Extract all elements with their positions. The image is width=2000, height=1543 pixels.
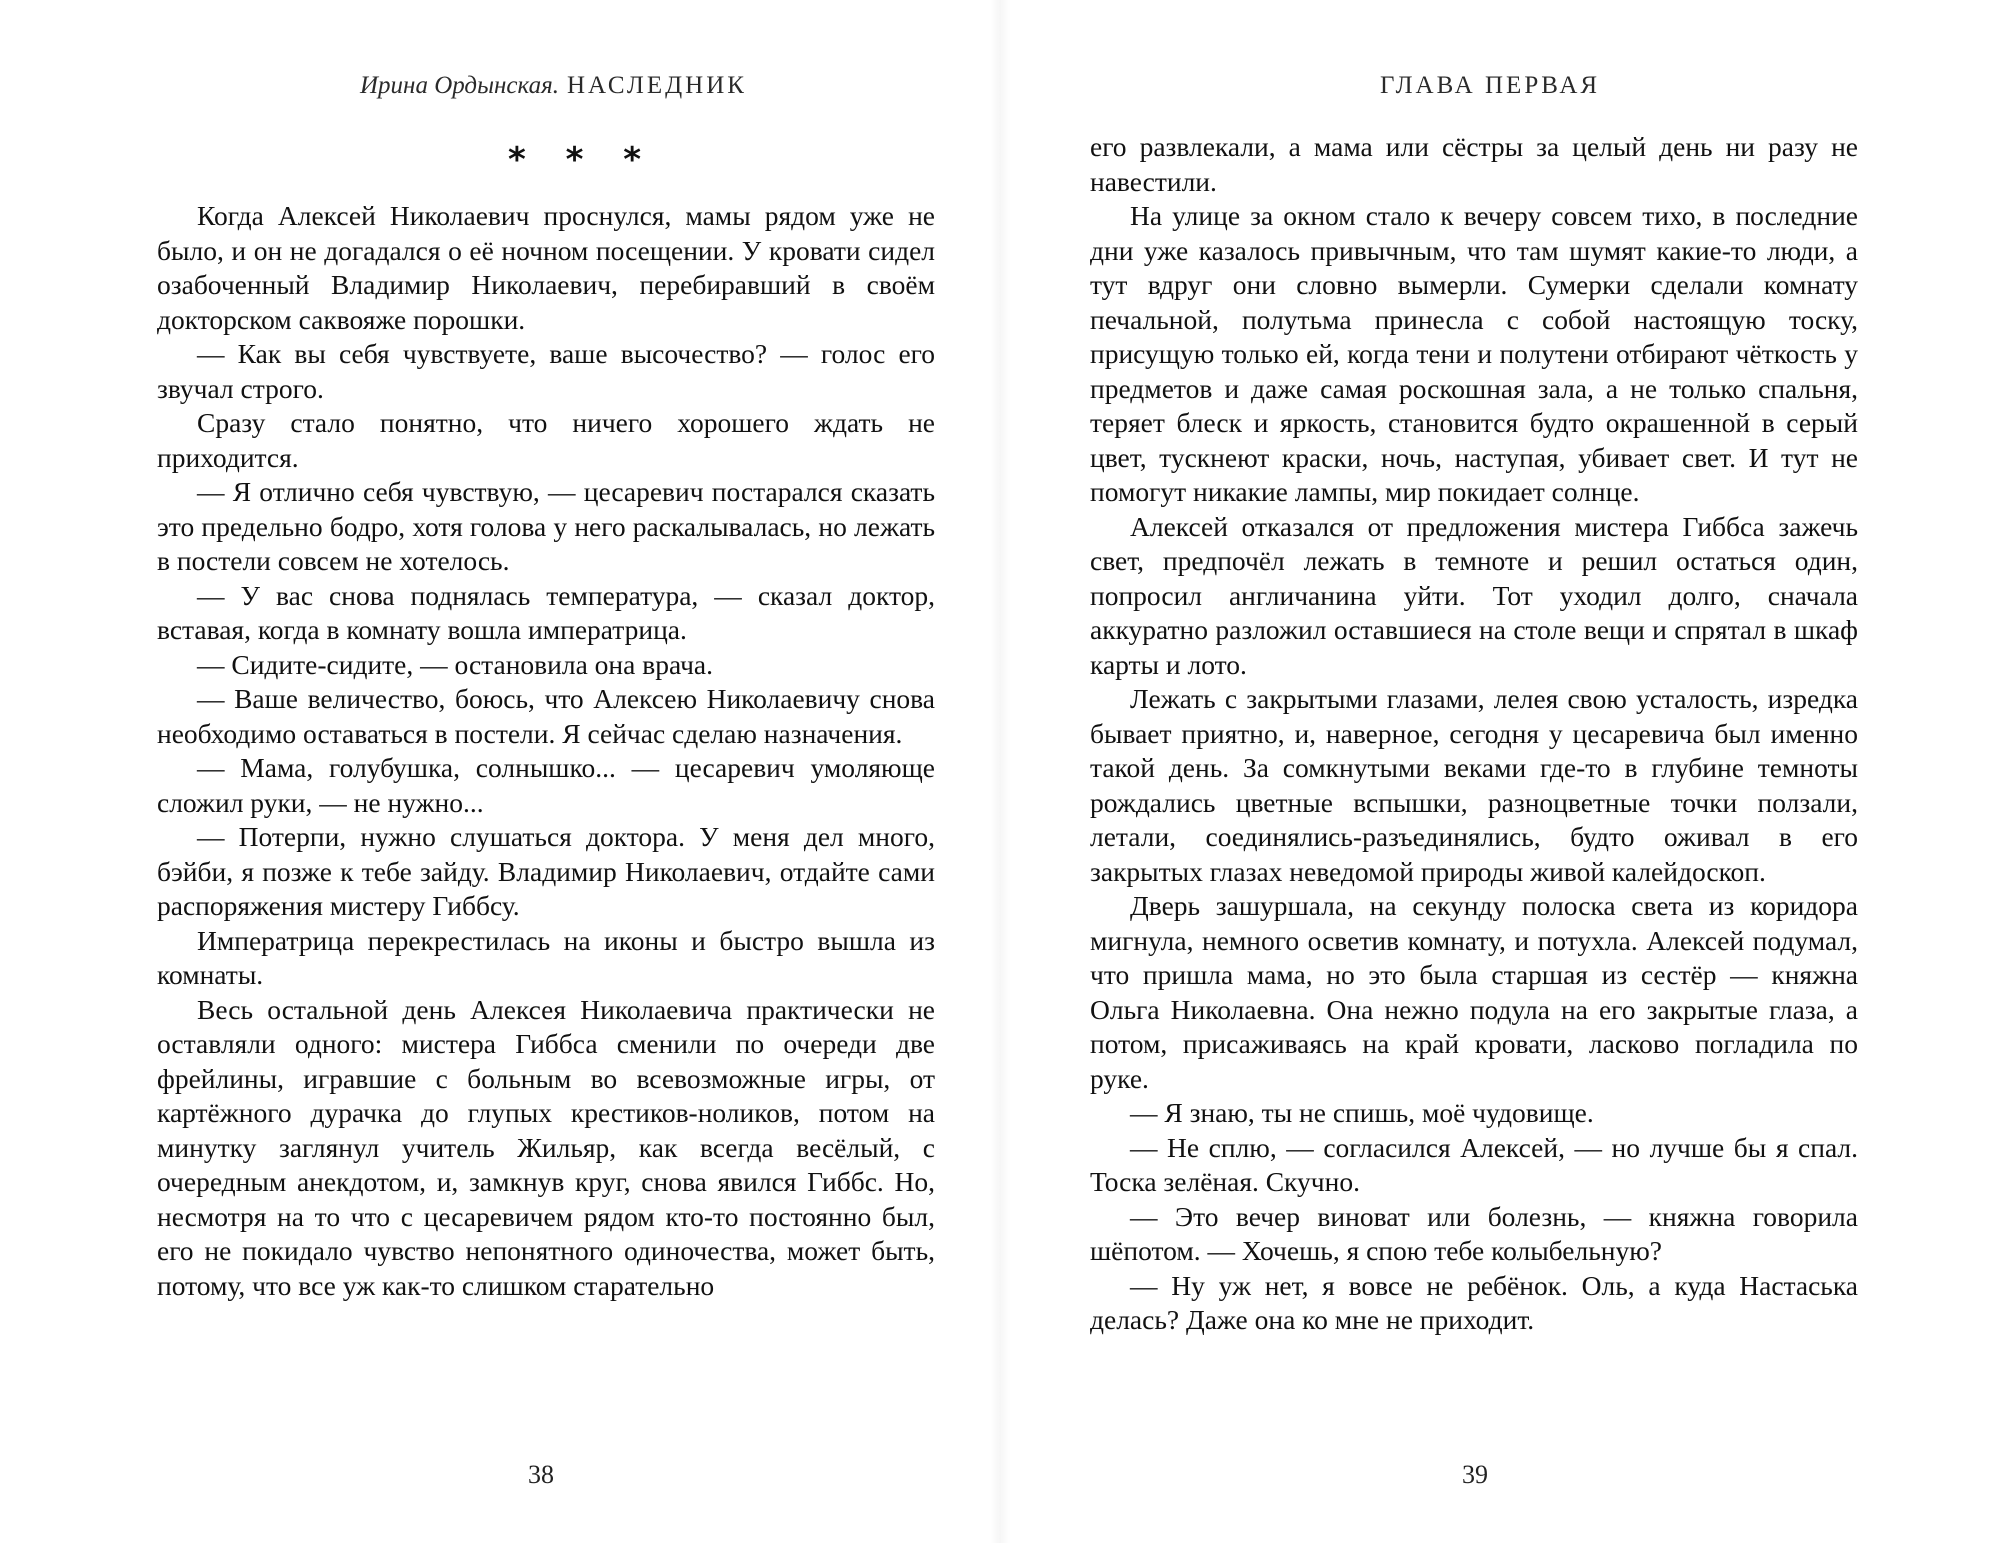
paragraph: — Как вы себя чувствуете, ваше высочество? — голос его звучал строго. (157, 338, 935, 404)
paragraph: Дверь зашуршала, на секунду полоска света из коридора мигнула, немного осветив комнату, и потухла. Алексей подумал, что пришла мама, но это была старшая из сестёр — княжна Ольга Николаевна. Она нежно подула на его закрытые глаза, а потом, присаживаясь на край кровати, ласково погладила по руке. (1090, 890, 1858, 1094)
page-number-left: 38 (528, 1460, 554, 1489)
right-page (1000, 0, 2000, 1543)
paragraph: Когда Алексей Николаевич проснулся, мамы рядом уже не было, и он не догадался о её ночном посещении. У кровати сидел озабоченный Владимир Николаевич, перебиравший в своём докторском саквояже порошки. (157, 200, 935, 335)
paragraph-continuation: его развлекали, а мама или сёстры за целый день ни разу не навестили. (1090, 131, 1858, 197)
paragraph: Лежать с закрытыми глазами, лелея свою усталость, изредка бывает приятно, и, наверное, сегодня у цесаревича был именно такой день. За сомкнутыми веками где-то в глубине темноты рождались цветные вспышки, разноцветные точки ползали, летали, соединялись-разъединялись, будто оживал в его закрытых глазах неведомой природы живой калейдоскоп. (1090, 683, 1858, 887)
paragraph: Весь остальной день Алексея Николаевича практически не оставляли одного: мистера Гиббса сменили по очереди две фрейлины, игравшие с больным во всевозможные игры, от картёжного дурачка до глупых крестиков-ноликов, потом на минутку заглянул учитель Жильяр, как всегда весёлый, с очередным анекдотом, и, замкнув круг, снова явился Гиббс. Но, несмотря на то что с цесаревичем рядом кто-то постоянно был, его не покидало чувство непонятного одиночества, может быть, потому, что все уж как-то слишком старательно (157, 993, 935, 1301)
paragraph: — У вас снова поднялась температура, — сказал доктор, вставая, когда в комнату вошла императрица. (157, 579, 935, 645)
paragraph: — Я знаю, ты не спишь, моё чудовище. (1130, 1097, 1594, 1128)
paragraph: — Я отлично себя чувствую, — цесаревич постарался сказать это предельно бодро, хотя голова у него раскалывалась, но лежать в постели совсем не хотелось. (157, 476, 935, 576)
running-head-book-title: НАСЛЕДНИК (566, 72, 747, 99)
page-number-right: 39 (1462, 1460, 1488, 1489)
paragraph: Императрица перекрестилась на иконы и быстро вышла из комнаты. (157, 924, 935, 990)
right-running-head: ГЛАВА ПЕРВАЯ (1380, 72, 1601, 99)
left-page-text (157, 199, 935, 1303)
paragraph: — Потерпи, нужно слушаться доктора. У меня дел много, бэйби, я позже к тебе зайду. Владимир Николаевич, отдайте сами распоряжения мистеру Гиббсу. (157, 821, 935, 921)
section-break-ornament: * * * (508, 140, 656, 180)
paragraph: — Ваше величество, боюсь, что Алексею Николаевичу снова необходимо оставаться в постели. Я сейчас сделаю назначения. (157, 683, 935, 749)
left-running-head (360, 72, 747, 100)
paragraph: — Не сплю, — согласился Алексей, — но лучше бы я спал. Тоска зелёная. Скучно. (1090, 1131, 1858, 1197)
paragraph: — Сидите-сидите, — остановила она врача. (197, 648, 713, 680)
paragraph: — Мама, голубушка, солнышко... — цесаревич умоляюще сложил руки, — не нужно... (157, 752, 935, 818)
right-page-text (1090, 130, 1858, 1338)
paragraph: — Ну уж нет, я вовсе не ребёнок. Оль, а куда Настаська делась? Даже она ко мне не приходит. (1090, 1269, 1858, 1335)
paragraph: Алексей отказался от предложения мистера Гиббса зажечь свет, предпочёл лежать в темноте и решил остаться один, попросил англичанина уйти. Тот уходил долго, сначала аккуратно разложил оставшиеся на столе вещи и спрятал в шкаф карты и лото. (1090, 510, 1858, 680)
running-head-author: Ирина Ордынская. (360, 72, 559, 99)
paragraph: — Это вечер виноват или болезнь, — княжна говорила шёпотом. — Хочешь, я спою тебе колыбельную? (1090, 1200, 1858, 1266)
paragraph: Сразу стало понятно, что ничего хорошего ждать не приходится. (157, 407, 935, 473)
paragraph: На улице за окном стало к вечеру совсем тихо, в последние дни уже казалось привычным, что там шумят какие-то люди, а тут вдруг они словно вымерли. Сумерки сделали комнату печальной, полутьма принесла с собой настоящую тоску, присущую только ей, когда тени и полутени отбирают чёткость у предметов и даже самая роскошная зала, а не только спальня, теряет блеск и яркость, становится будто окрашенной в серый цвет, тускнеют краски, ночь, наступая, убивает свет. И тут не помогут никакие лампы, мир покидает солнце. (1090, 200, 1858, 507)
